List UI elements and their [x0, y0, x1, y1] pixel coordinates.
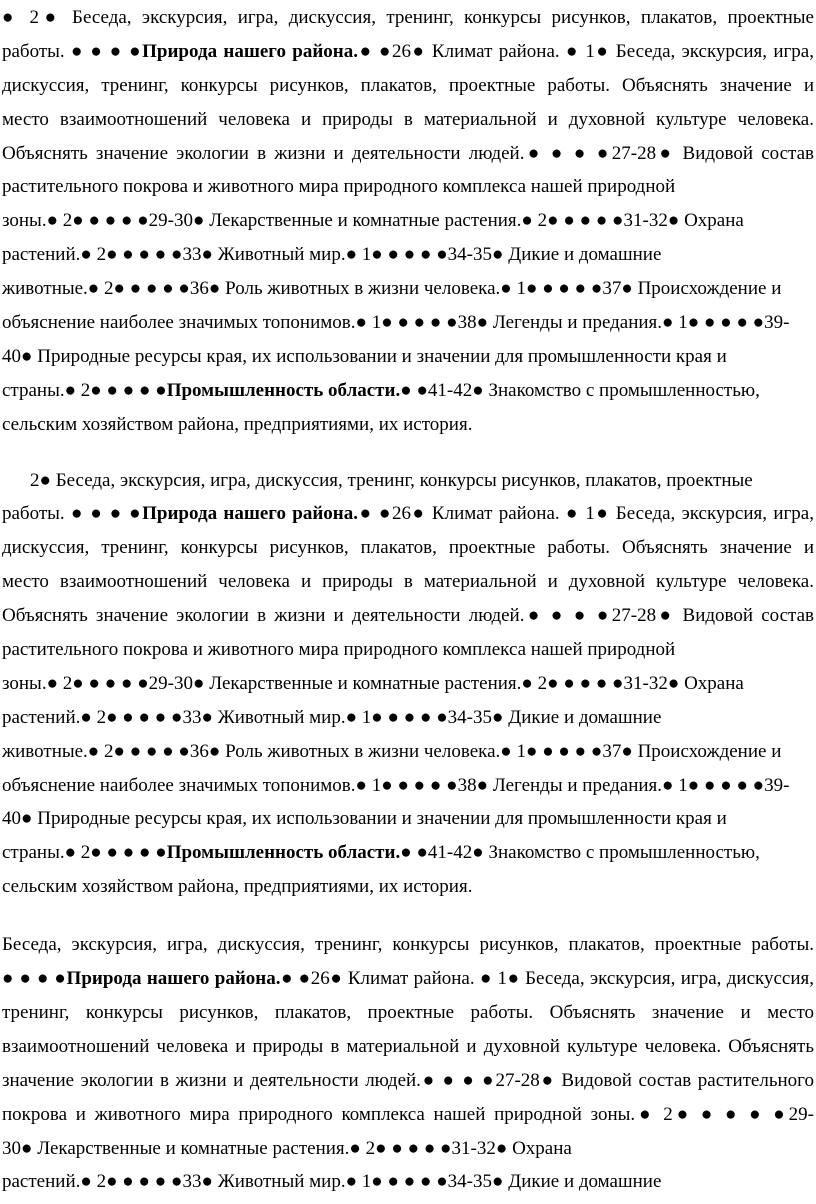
text-line	[2, 35, 814, 69]
line-text: страны.● 2● ● ● ● ●	[2, 842, 167, 864]
line-text: сельским хозяйством района, предприятиями, их история.	[2, 413, 473, 435]
text-line	[2, 531, 814, 565]
text-line	[2, 962, 814, 996]
text-line	[2, 340, 814, 374]
line-text: 40● Природные ресурсы края, их использовании и значении для промышленности края и	[2, 808, 727, 830]
line-text-tail: ● ●26● Климат района. ● 1● Беседа, экскурсия, игра,	[358, 40, 814, 62]
line-text: животные.● 2● ● ● ● ●36● Роль животных в жизни человека.● 1● ● ● ● ●37● Происхождение и	[2, 278, 782, 300]
text-line	[2, 633, 814, 667]
line-text: 40● Природные ресурсы края, их использовании и значении для промышленности края и	[2, 345, 727, 367]
text-line	[2, 701, 814, 735]
line-text: растений.● 2● ● ● ● ●33● Животный мир.● 1● ● ● ● ●34-35● Дикие и домашние	[2, 244, 662, 266]
text-line	[2, 1030, 814, 1064]
line-text-tail: ● ●41-42● Знакомство с промышленностью,	[400, 842, 760, 864]
text-line	[2, 103, 814, 137]
line-text: сельским хозяйством района, предприятиями, их история.	[2, 876, 473, 898]
line-text: объяснение наиболее значимых топонимов.● 1● ● ● ● ●38● Легенды и предания.● 1● ● ● ● ●39-	[2, 774, 790, 796]
line-text-tail: ● ●41-42● Знакомство с промышленностью,	[400, 379, 760, 401]
section-heading: Природа нашего района.	[142, 40, 358, 62]
paragraph	[2, 928, 814, 1199]
text-line	[2, 374, 814, 408]
text-line	[2, 1165, 814, 1199]
line-text: место взаимоотношений человека и природы в материальной и духовной культуре человека.	[2, 108, 814, 130]
line-text: Беседа, экскурсия, игра, дискуссия, тренинг, конкурсы рисунков, плакатов, проектные работы.	[2, 934, 814, 956]
section-heading: Природа нашего района.	[66, 968, 281, 990]
text-line	[2, 306, 814, 340]
line-text: взаимоотношений человека и природы в материальной и духовной культуре человека. Объяснять	[2, 1035, 814, 1057]
text-line	[2, 272, 814, 306]
text-line	[2, 204, 814, 238]
line-text: Объяснять значение экологии в жизни и деятельности людей.● ● ● ●27-28● Видовой состав	[2, 605, 814, 627]
line-text: растительного покрова и животного мира природного комплекса нашей природной	[2, 176, 676, 198]
line-text: 2● Беседа, экскурсия, игра, дискуссия, тренинг, конкурсы рисунков, плакатов, проектные	[30, 469, 753, 491]
line-text: ● 2● Беседа, экскурсия, игра, дискуссия, тренинг, конкурсы рисунков, плакатов, проектные	[2, 7, 814, 28]
line-text: значение экологии в жизни и деятельности людей.● ● ● ●27-28● Видовой состав растительного	[2, 1069, 814, 1091]
text-line	[2, 870, 814, 904]
line-text: дискуссия, тренинг, конкурсы рисунков, плакатов, проектные работы. Объяснять значение и	[2, 74, 814, 96]
text-line	[2, 1, 814, 35]
text-line	[2, 802, 814, 836]
line-text: страны.● 2● ● ● ● ●	[2, 379, 167, 401]
text-line	[2, 238, 814, 272]
text-line	[2, 996, 814, 1030]
line-text: покрова и животного мира природного комплекса нашей природной зоны.● 2● ● ● ● ●29-	[2, 1103, 814, 1125]
line-text-tail: ● ●26● Климат района. ● 1● Беседа, экскурсия, игра, дискуссия,	[280, 968, 815, 990]
line-text: растений.● 2● ● ● ● ●33● Животный мир.● 1● ● ● ● ●34-35● Дикие и домашние	[2, 1171, 662, 1193]
paragraph	[2, 0, 814, 442]
line-text: работы. ● ● ● ●	[2, 40, 143, 62]
section-heading: Промышленность области.	[166, 379, 401, 401]
line-text: растений.● 2● ● ● ● ●33● Животный мир.● 1● ● ● ● ●34-35● Дикие и домашние	[2, 706, 662, 728]
text-line	[2, 497, 814, 531]
line-text: тренинг, конкурсы рисунков, плакатов, проектные работы. Объяснять значение и место	[2, 1001, 814, 1023]
text-line	[2, 769, 814, 803]
line-text: растительного покрова и животного мира природного комплекса нашей природной	[2, 639, 676, 661]
text-line	[2, 69, 814, 103]
line-text: дискуссия, тренинг, конкурсы рисунков, плакатов, проектные работы. Объяснять значение и	[2, 537, 814, 559]
line-text: работы. ● ● ● ●	[2, 503, 143, 525]
paragraph	[2, 464, 814, 905]
line-text: 30● Лекарственные и комнатные растения.● 2● ● ● ● ●31-32● Охрана	[2, 1137, 572, 1159]
text-line	[2, 599, 814, 633]
line-text: место взаимоотношений человека и природы в материальной и духовной культуре человека.	[2, 571, 814, 593]
text-line	[2, 1098, 814, 1132]
line-text: зоны.● 2● ● ● ● ●29-30● Лекарственные и комнатные растения.● 2● ● ● ● ●31-32● Охрана	[2, 210, 744, 232]
text-line	[2, 1064, 814, 1098]
line-text: объяснение наиболее значимых топонимов.● 1● ● ● ● ●38● Легенды и предания.● 1● ● ● ● ●39-	[2, 312, 790, 334]
section-heading: Промышленность области.	[166, 842, 401, 864]
text-line	[2, 137, 814, 171]
line-text: Объяснять значение экологии в жизни и деятельности людей.● ● ● ●27-28● Видовой состав	[2, 142, 814, 164]
text-line	[2, 836, 814, 870]
text-line	[2, 735, 814, 769]
text-line	[2, 565, 814, 599]
line-text-tail: ● ●26● Климат района. ● 1● Беседа, экскурсия, игра,	[358, 503, 814, 525]
section-heading: Природа нашего района.	[142, 503, 358, 525]
line-text: ● ● ● ●	[2, 968, 67, 990]
text-line	[2, 667, 814, 701]
text-line	[2, 408, 814, 442]
line-text: зоны.● 2● ● ● ● ●29-30● Лекарственные и комнатные растения.● 2● ● ● ● ●31-32● Охрана	[2, 672, 744, 694]
text-line	[2, 928, 814, 962]
text-line	[2, 464, 814, 498]
text-line	[2, 1132, 814, 1166]
text-line	[2, 170, 814, 204]
line-text: животные.● 2● ● ● ● ●36● Роль животных в жизни человека.● 1● ● ● ● ●37● Происхождение и	[2, 740, 782, 762]
